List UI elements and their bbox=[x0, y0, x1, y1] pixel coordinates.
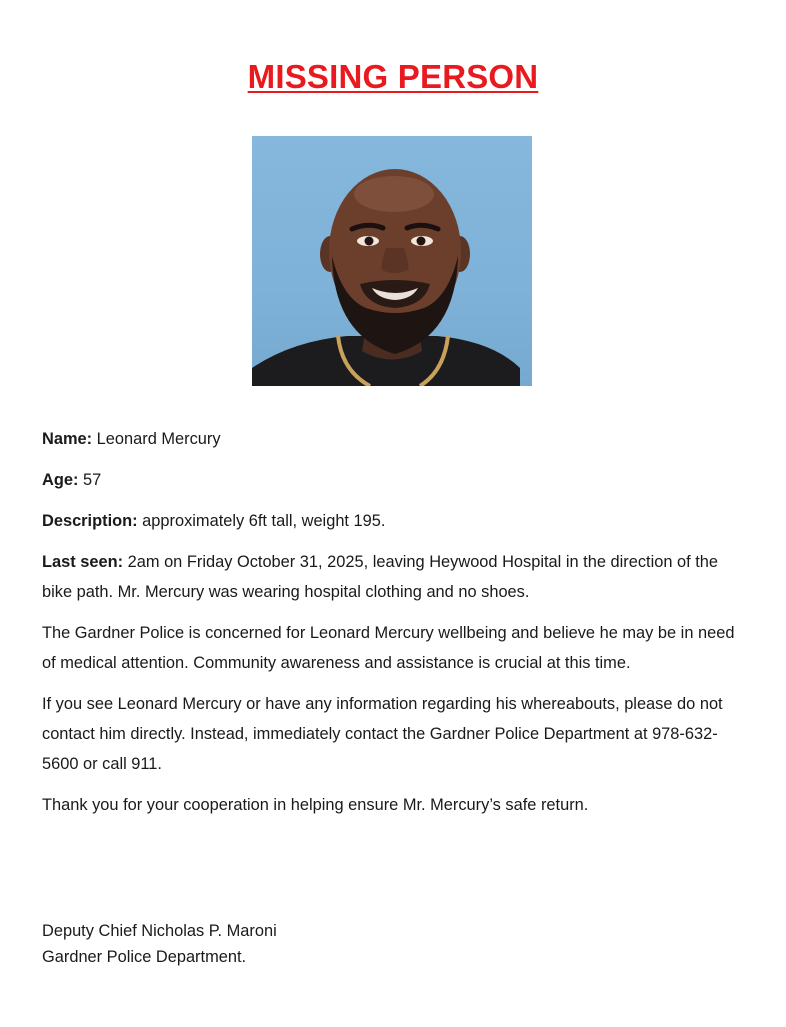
contact-paragraph: If you see Leonard Mercury or have any information regarding his whereabouts, please do not contact him directly. Instead, immediately contact the Gardner Police Department at 978-632-5600 or call 911. bbox=[42, 695, 723, 773]
concern-paragraph: The Gardner Police is concerned for Leonard Mercury wellbeing and believe he may be in need of medical attention. Community awareness and assistance is crucial at this time. bbox=[42, 624, 735, 672]
person-portrait-image bbox=[252, 136, 532, 386]
age-value: 57 bbox=[78, 471, 102, 489]
description-label: Description: bbox=[42, 512, 138, 530]
name-label: Name: bbox=[42, 430, 93, 448]
age-label: Age: bbox=[42, 471, 79, 489]
description-value: approximately 6ft tall, weight 195. bbox=[137, 512, 386, 530]
thanks-paragraph: Thank you for your cooperation in helping ensure Mr. Mercury’s safe return. bbox=[42, 796, 589, 814]
last-seen-value: 2am on Friday October 31, 2025, leaving Heywood Hospital in the direction of the bike path. Mr. Mercury was wearing hospital clothing and no shoes. bbox=[42, 553, 719, 601]
last-seen-paragraph bbox=[42, 547, 742, 607]
notice-body bbox=[42, 424, 742, 831]
name-line bbox=[42, 424, 742, 454]
last-seen-label: Last seen: bbox=[42, 553, 124, 571]
name-value: Leonard Mercury bbox=[92, 430, 221, 448]
person-photo bbox=[252, 136, 532, 386]
page-title: MISSING PERSON bbox=[247, 58, 539, 95]
description-line bbox=[42, 506, 742, 536]
age-line bbox=[42, 465, 742, 495]
signature-block bbox=[42, 918, 277, 970]
signature-name: Deputy Chief Nicholas P. Maroni bbox=[42, 922, 277, 940]
signature-department: Gardner Police Department. bbox=[42, 948, 247, 966]
